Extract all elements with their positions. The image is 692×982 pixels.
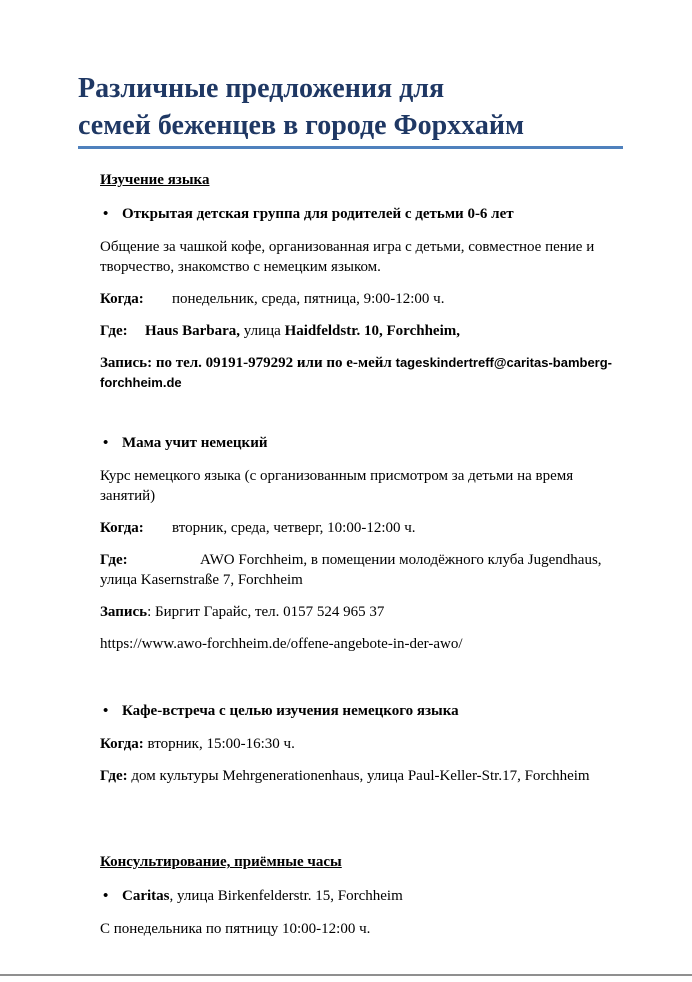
where-value: дом культуры Mehrgenerationenhaus, улица Paul-Keller-Str.17, Forchheim	[127, 768, 590, 784]
cafe-meeting-where-line	[100, 766, 620, 786]
bullet-item-mama-course	[100, 433, 620, 453]
open-kids-group-when-line	[100, 289, 620, 309]
title-line-1: Различные предложения для	[78, 73, 445, 104]
bullet-icon: •	[103, 435, 109, 451]
bullet-item-open-kids-group	[100, 204, 620, 224]
where-label: Где:	[100, 768, 128, 784]
page-bottom-edge	[0, 974, 692, 976]
caritas-name: Caritas	[122, 888, 170, 904]
mama-course-url-line	[100, 634, 620, 654]
title-rule	[78, 146, 623, 149]
document-body	[100, 170, 620, 939]
bullet-icon: •	[103, 206, 109, 222]
bullet-item-title: Мама учит немецкий	[122, 435, 268, 451]
when-value: понедельник, среда, пятница, 9:00-12:00 ч.	[172, 291, 445, 307]
where-street-word: улица	[240, 323, 285, 339]
spacer	[100, 666, 620, 701]
section-heading-language-learning: Изучение языка	[100, 172, 210, 188]
document-title	[78, 0, 623, 149]
signup-phone-text: Запись: по тел. 09191-979292 или по е-мейл	[100, 355, 396, 371]
bullet-item-title: Открытая детская группа для родителей с детьми 0-6 лет	[122, 206, 514, 222]
where-label: Где:	[100, 552, 128, 568]
bullet-item-text	[122, 886, 403, 906]
bullet-icon: •	[103, 888, 109, 904]
when-label: Когда:	[100, 736, 144, 752]
bullet-item-caritas	[100, 886, 620, 906]
spacer	[100, 798, 620, 831]
open-kids-group-signup-line	[100, 353, 620, 393]
spacer	[100, 405, 620, 433]
cafe-meeting-when-line	[100, 734, 620, 754]
awo-url: https://www.awo-forchheim.de/offene-angebote-in-der-awo/	[100, 636, 463, 652]
bullet-item-title: Кафе-встреча с целью изучения немецкого языка	[122, 703, 459, 719]
bullet-item-cafe-meeting	[100, 701, 620, 721]
mama-course-signup-line	[100, 602, 620, 622]
bullet-icon: •	[103, 703, 109, 719]
where-label: Где:	[100, 323, 128, 339]
caritas-address: , улица Birkenfelderstr. 15, Forchheim	[169, 888, 403, 904]
where-value: AWO Forchheim, в помещении молодёжного клуба Jugendhaus, улица Kasernstraße 7, Forchheim	[100, 552, 602, 588]
open-kids-group-description: Общение за чашкой кофе, организованная игра с детьми, совместное пение и творчество, знакомство с немецким языком.	[100, 239, 595, 275]
signup-contact: : Биргит Гарайс, тел. 0157 524 965 37	[147, 604, 385, 620]
caritas-hours-line: С понедельника по пятницу 10:00-12:00 ч.	[100, 921, 371, 937]
open-kids-group-where-line	[100, 321, 620, 341]
where-address: Haidfeldstr. 10, Forchheim,	[284, 323, 460, 339]
mama-course-where-line	[100, 550, 620, 590]
mama-course-description: Курс немецкого языка (с организованным присмотром за детьми на время занятий)	[100, 468, 574, 504]
mama-course-when-line	[100, 518, 620, 538]
when-value: вторник, среда, четверг, 10:00-12:00 ч.	[172, 520, 416, 536]
when-value: вторник, 15:00-16:30 ч.	[143, 736, 295, 752]
signup-email: tageskindertreff@caritas-bamberg-forchheim.de	[100, 355, 613, 390]
when-label: Когда:	[100, 291, 144, 307]
title-line-2: семей беженцев в городе Форххайм	[78, 110, 525, 141]
section-heading-consulting: Консультирование, приёмные часы	[100, 854, 342, 870]
where-venue: Haus Barbara,	[145, 323, 241, 339]
signup-label: Запись	[100, 604, 148, 620]
when-label: Когда:	[100, 520, 144, 536]
